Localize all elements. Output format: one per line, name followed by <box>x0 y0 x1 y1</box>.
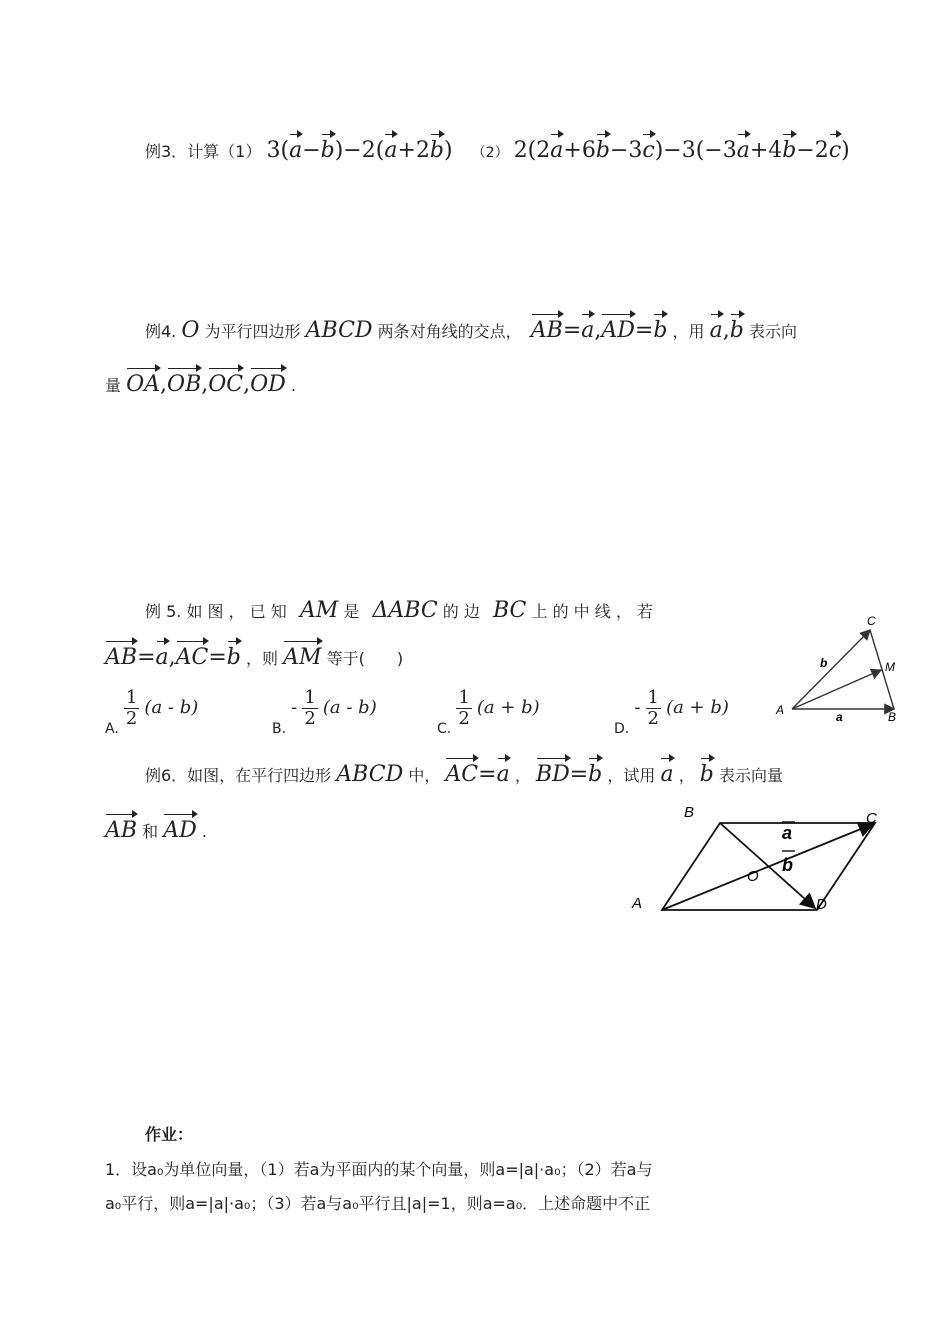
example-6-and: 和 <box>142 822 159 841</box>
example-6-lead: 例6．如图，在平行四边形 <box>145 766 332 785</box>
label-c: C <box>867 614 876 628</box>
example-6-b: b <box>699 762 714 787</box>
option-b-fraction: $\frac{1}{2}$ <box>304 687 316 729</box>
example-4-end: . <box>290 376 296 395</box>
example-6-eq-2: BD=b <box>535 762 603 787</box>
label-m: M <box>885 660 895 674</box>
example-4-lead: 例4. <box>145 322 177 341</box>
fig6-label-vec-a: a <box>782 823 793 843</box>
option-c <box>437 687 540 737</box>
example-5-line-2 <box>105 645 403 670</box>
option-a-expr: (a - b) <box>144 697 199 718</box>
example-5-text-1: 是 <box>343 602 360 621</box>
option-a-fraction: $\frac{1}{2}$ <box>125 687 138 729</box>
example-3-expr-2: 2(2a+6b−3c)−3(−3a+4b−2c) <box>513 138 850 163</box>
example-5-line-1 <box>145 598 653 623</box>
option-d-sign: - <box>634 697 641 718</box>
homework-line-2: a₀平行，则a=|a|·a₀；（3）若a与a₀平行且|a|=1，则a=a₀．上述命题中不正 <box>105 1194 651 1213</box>
example-5-lead: 例 5. 如 图 ， 已 知 <box>145 602 287 621</box>
example-3-part-2: （2） <box>471 145 509 161</box>
fig6-label-a: A <box>632 895 643 912</box>
example-5-text-4: ，则 <box>245 649 278 668</box>
example-4-line-2 <box>105 372 296 397</box>
option-b-label: B. <box>272 721 287 737</box>
option-a <box>105 687 199 737</box>
option-d-expr: (a + b) <box>666 697 729 718</box>
fig6-label-b: B <box>684 804 695 821</box>
example-5-text-5: 等于( ) <box>326 649 404 668</box>
segment-bc: BC <box>492 598 527 623</box>
example-4-text-3: ，用 <box>672 322 705 341</box>
example-6-sep: ， <box>514 766 531 785</box>
option-a-label: A. <box>105 721 119 737</box>
example-6-line-2 <box>105 818 207 843</box>
example-6-eq-1: AC=a <box>445 762 510 787</box>
point-o: O <box>181 318 200 343</box>
example-6-a: a <box>660 762 674 787</box>
example-3 <box>145 138 850 163</box>
option-c-fraction: $\frac{1}{2}$ <box>458 687 470 729</box>
diagonal-ac <box>662 824 873 910</box>
example-4-vectors: OA,OB,OC,OD <box>126 372 286 397</box>
segment-am: AM <box>299 598 339 623</box>
example-6-text-1: 中， <box>408 766 441 785</box>
fig6-label-c: C <box>866 810 877 827</box>
example-4-text-5: 量 <box>105 376 122 395</box>
option-b <box>272 687 377 737</box>
parallelogram-figure <box>620 795 890 925</box>
option-c-label: C. <box>437 721 452 737</box>
parallelogram-abcd: ABCD <box>305 318 373 343</box>
example-6-ab: AB <box>105 818 138 843</box>
option-c-expr: (a + b) <box>476 697 540 718</box>
label-a: A <box>776 703 785 717</box>
vector-b-line <box>792 630 870 709</box>
example-5-text-2: 的 边 <box>442 602 480 621</box>
example-4-vector-eq: AB=a,AD=b <box>530 318 668 343</box>
example-6-line-1 <box>145 762 783 787</box>
example-5-text-3: 上 的 中 线 ， 若 <box>531 602 653 621</box>
label-vec-b: b <box>820 656 828 670</box>
example-5-vector-eq: AB=a,AC=b <box>105 645 241 670</box>
option-b-sign: - <box>291 697 298 718</box>
homework-title: 作业： <box>145 1125 194 1144</box>
example-4-ab: a,b <box>709 318 744 343</box>
option-d-fraction: $\frac{1}{2}$ <box>647 687 659 729</box>
example-3-expr-1: 3(a−b)−2(a+2b) <box>266 138 453 163</box>
example-4-text-1: 为平行四边形 <box>204 322 301 341</box>
example-6-comma: ， <box>678 766 695 785</box>
example-5-am: AM <box>283 645 322 670</box>
homework-line-1: 1．设a₀为单位向量，（1）若a为平面内的某个向量，则a=|a|·a₀；（2）若a与 <box>105 1160 653 1179</box>
example-6-ad: AD <box>163 818 197 843</box>
median-am-line <box>792 670 881 709</box>
option-d <box>614 687 729 737</box>
label-b: B <box>888 710 897 724</box>
example-3-lead: 例3．计算（1） <box>145 142 262 161</box>
parallelogram-abcd-6: ABCD <box>336 762 404 787</box>
label-vec-a: a <box>836 710 843 724</box>
fig6-label-vec-b: b <box>782 855 793 875</box>
example-4-text-2: 两条对角线的交点， <box>377 322 522 341</box>
diagonal-bd <box>720 823 815 908</box>
example-4-text-4: 表示向 <box>748 322 797 341</box>
triangle-abc: ΔABC <box>372 598 438 623</box>
triangle-figure <box>770 610 910 730</box>
example-6-end: . <box>201 822 207 841</box>
fig6-label-d: D <box>816 896 827 913</box>
example-6-text-2: ，试用 <box>607 766 656 785</box>
fig6-label-o: O <box>747 868 759 885</box>
example-6-text-3: 表示向量 <box>718 766 783 785</box>
example-4-line-1 <box>145 318 797 343</box>
option-b-expr: (a - b) <box>322 697 377 718</box>
option-d-label: D. <box>614 721 630 737</box>
